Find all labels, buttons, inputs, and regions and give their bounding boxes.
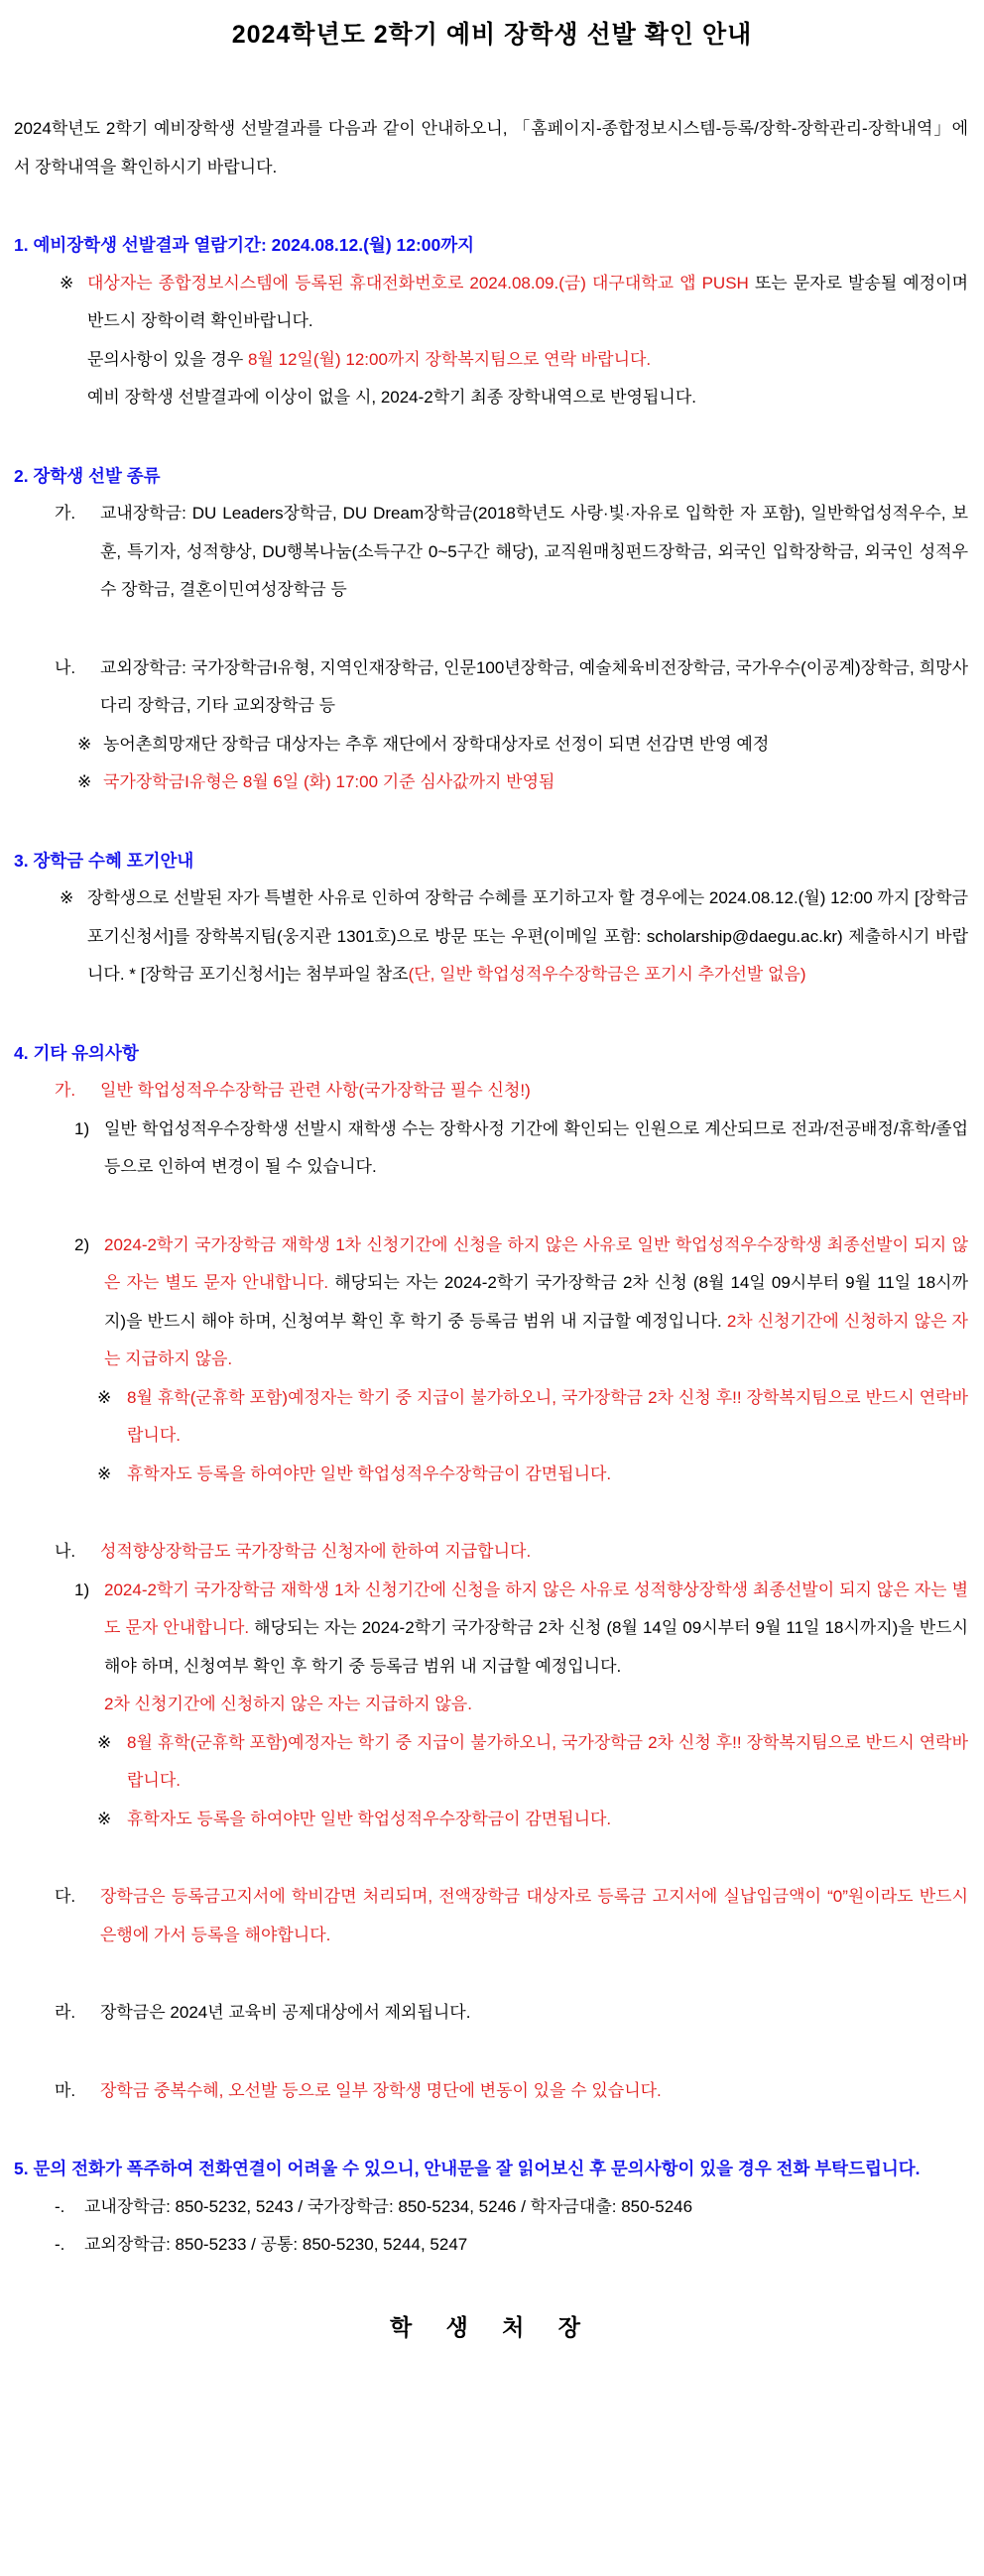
section-4-ga-note-leave-marker: ※: [97, 1387, 112, 1407]
section-4-item-na-marker: 나.: [55, 1542, 76, 1561]
section-2-item-ga: 가. 교내장학금: DU Leaders장학금, DU Dream장학금(2018학년도 사랑·빛·자유로 입학한 자 포함), 일반학업성적우수, 보훈, 특기자, 성적향상, DU행복나눔(소득구간 0~5구간 해당), 교직원매칭펀드장학금, 외국인 입학장학금, 외국인 성적우수 장학금, 결혼이민여성장학금 등: [0, 495, 984, 610]
section-4-na-sub1-note: 2차 신청기간에 신청하지 않은 자는 지급하지 않음.: [104, 1695, 472, 1713]
section-4-item-da: 다. 장학금은 등록금고지서에 학비감면 처리되며, 전액장학금 대상자로 등록금 고지서에 실납입금액이 “0”원이라도 반드시 은행에 가서 등록을 해야합니다.: [0, 1878, 984, 1954]
section-4-na-note-register: ※ 휴학자도 등록을 하여야만 일반 학업성적우수장학금이 감면됩니다.: [0, 1801, 984, 1839]
section-4-item-ma: 마. 장학금 중복수혜, 오선발 등으로 일부 장학생 명단에 변동이 있을 수 있습니다.: [0, 2072, 984, 2111]
section-1-note-push-marker: ※: [60, 273, 74, 293]
intro-paragraph: 2024학년도 2학기 예비장학생 선발결과를 다음과 같이 안내하오니, 「홈페이지-종합정보시스템-등록/장학-장학관리-장학내역」에서 장학내역을 확인하시기 바랍니다.: [14, 119, 968, 176]
section-4-ga-sub2: 2) 2024-2학기 국가장학금 재학생 1차 신청기간에 신청을 하지 않은 사유로 일반 학업성적우수장학생 최종선발이 되지 않은 자는 별도 문자 안내합니다. 해당되는 자는 2024-2학기 국가장학금 2차 신청 (8월 14일 09시부터 9월 11일 18시까지)을 반드시 해야 하며, 신청여부 확인 후 학기 중 등록금 범위 내 지급할 예정입니다. 2차 신청기간에 신청하지 않은 자는 지급하지 않음.: [0, 1227, 984, 1379]
section-5-phone-internal: -. 교내장학금: 850-5232, 5243 / 국가장학금: 850-5234, 5246 / 학자금대출: 850-5246: [0, 2188, 984, 2227]
section-2-note-rural-foundation: ※ 농어촌희망재단 장학금 대상자는 추후 재단에서 장학대상자로 선정이 되면 선감면 반영 예정: [0, 726, 984, 764]
section-5-phone-internal-marker: -.: [55, 2196, 65, 2216]
section-4-ga-sub1-marker: 1): [74, 1118, 90, 1138]
section-4-na-note-register-marker: ※: [97, 1809, 112, 1828]
section-2-note-rural-foundation-marker: ※: [77, 734, 92, 754]
section-3-heading: 3. 장학금 수혜 포기안내: [14, 850, 194, 871]
signature-student-affairs-director: 학 생 처 장: [389, 2313, 595, 2340]
section-4-na-note-leave: ※ 8월 휴학(군휴학 포함)예정자는 학기 중 지급이 불가하오니, 국가장학금 2차 신청 후!! 장학복지팀으로 반드시 연락바랍니다.: [0, 1724, 984, 1801]
section-1-heading: 1. 예비장학생 선발결과 열람기간: 2024.08.12.(월) 12:00까지: [14, 235, 475, 255]
section-4-item-da-marker: 다.: [55, 1887, 76, 1906]
section-4-item-ra-marker: 라.: [55, 2003, 76, 2022]
section-2-item-ga-marker: 가.: [55, 504, 76, 523]
section-4-ga-sub2-marker: 2): [74, 1234, 90, 1254]
section-4-na-note-leave-marker: ※: [97, 1732, 112, 1752]
section-1-note-final: 예비 장학생 선발결과에 이상이 없을 시, 2024-2학기 최종 장학내역으로 반영됩니다.: [87, 388, 696, 407]
section-2-item-na: 나. 교외장학금: 국가장학금I유형, 지역인재장학금, 인문100년장학금, 예술체육비전장학금, 국가우수(이공계)장학금, 희망사다리 장학금, 기타 교외장학금 등: [0, 649, 984, 726]
section-4-na-sub1: 1) 2024-2학기 국가장학금 재학생 1차 신청기간에 신청을 하지 않은 사유로 성적향상장학생 최종선발이 되지 않은 자는 별도 문자 안내합니다. 해당되는 자는 2024-2학기 국가장학금 2차 신청 (8월 14일 09시부터 9월 11일 18시까지)을 반드시 해야 하며, 신청여부 확인 후 학기 중 등록금 범위 내 지급할 예정입니다.: [0, 1572, 984, 1687]
section-4-item-ra: 라. 장학금은 2024년 교육비 공제대상에서 제외됩니다.: [0, 1994, 984, 2033]
section-4-ga-sub1: 1) 일반 학업성적우수장학생 선발시 재학생 수는 장학사정 기간에 확인되는 인원으로 계산되므로 전과/전공배정/휴학/졸업 등으로 인하여 변경이 될 수 있습니다.: [0, 1111, 984, 1187]
section-2-item-na-marker: 나.: [55, 657, 76, 677]
section-1-note-push: ※ 대상자는 종합정보시스템에 등록된 휴대전화번호로 2024.08.09.(금) 대구대학교 앱 PUSH 또는 문자로 발송될 예정이며 반드시 장학이력 확인바랍니다.: [0, 265, 984, 341]
section-4-item-ma-marker: 마.: [55, 2080, 76, 2100]
section-5-heading: 5. 문의 전화가 폭주하여 전화연결이 어려울 수 있으니, 안내문을 잘 읽어보신 후 문의사항이 있을 경우 전화 부탁드립니다.: [14, 2159, 921, 2178]
section-2-heading: 2. 장학생 선발 종류: [14, 465, 161, 486]
section-4-heading: 4. 기타 유의사항: [14, 1042, 139, 1063]
section-2-note-national-type1-marker: ※: [77, 772, 92, 791]
section-4-item-ga-marker: 가.: [55, 1081, 76, 1100]
section-4-item-ga: 가. 일반 학업성적우수장학금 관련 사항(국가장학금 필수 신청!): [0, 1072, 984, 1111]
section-4-item-na: 나. 성적향상장학금도 국가장학금 신청자에 한하여 지급합니다.: [0, 1533, 984, 1572]
section-4-na-sub1-marker: 1): [74, 1580, 90, 1599]
page-title: 2024학년도 2학기 예비 장학생 선발 확인 안내: [231, 21, 753, 49]
section-4-ga-note-register-marker: ※: [97, 1464, 112, 1483]
section-2-note-national-type1: ※ 국가장학금I유형은 8월 6일 (화) 17:00 기준 심사값까지 반영됨: [0, 763, 984, 802]
document-body: [0, 110, 984, 2265]
section-1-note-contact: 문의사항이 있을 경우 8월 12일(월) 12:00까지 장학복지팀으로 연락 바랍니다.: [87, 349, 652, 369]
section-3-note-waiver-marker: ※: [60, 888, 74, 907]
section-4-ga-note-register: ※ 휴학자도 등록을 하여야만 일반 학업성적우수장학금이 감면됩니다.: [0, 1456, 984, 1494]
section-4-ga-note-leave: ※ 8월 휴학(군휴학 포함)예정자는 학기 중 지급이 불가하오니, 국가장학금 2차 신청 후!! 장학복지팀으로 반드시 연락바랍니다.: [0, 1379, 984, 1456]
section-5-phone-external: -. 교외장학금: 850-5233 / 공통: 850-5230, 5244, 5247: [0, 2226, 984, 2265]
section-3-note-waiver: ※ 장학생으로 선발된 자가 특별한 사유로 인하여 장학금 수혜를 포기하고자 할 경우에는 2024.08.12.(월) 12:00 까지 [장학금 포기신청서]를 장학복지팀(웅지관 1301호)으로 방문 또는 우편(이메일 포함: scholarship@daegu.ac.kr) 제출하시기 바랍니다. * [장학금 포기신청서]는 첨부파일 참조(단, 일반 학업성적우수장학금은 포기시 추가선발 없음): [0, 879, 984, 995]
section-5-phone-external-marker: -.: [55, 2235, 65, 2254]
